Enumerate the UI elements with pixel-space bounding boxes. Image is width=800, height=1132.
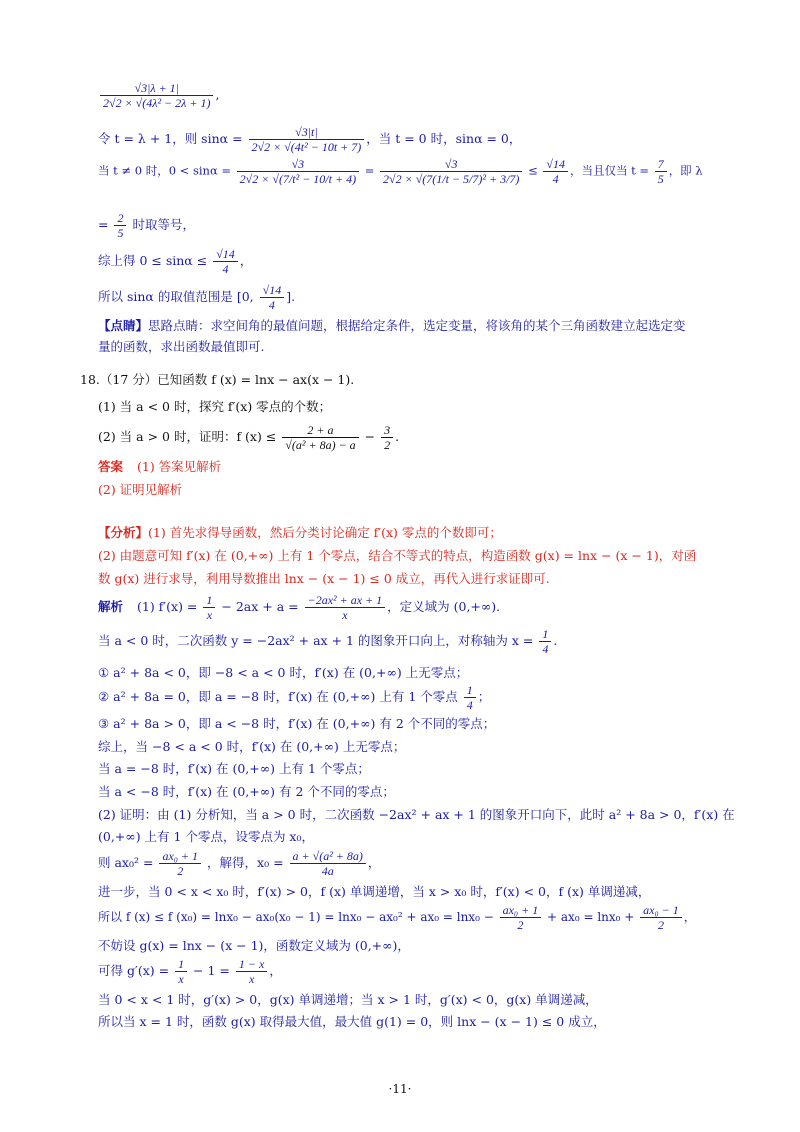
fraction: $\frac{√14}{4}$ bbox=[260, 284, 285, 311]
fraction: $\frac{√3}{\text{2√2 × √(7(1/t − 5/7)² + 3/7)}}$ bbox=[380, 158, 522, 185]
fraction: $\frac{1}{x}$ bbox=[203, 594, 215, 621]
analysis-tag: 【分析】 bbox=[98, 525, 149, 540]
fraction: $\frac{\text{−2ax² + ax + 1}}{x}$ bbox=[305, 594, 386, 621]
question-18-part1: (1) 当 a < 0 时，探究 f′(x) 零点的个数； bbox=[98, 399, 332, 414]
solution-18-line-14: 不妨设 g(x) = lnx − (x − 1)，函数定义域为 (0,+∞)， bbox=[98, 938, 410, 953]
solution-18-line-10: (0,+∞) 上有 1 个零点，设零点为 x₀， bbox=[98, 829, 314, 844]
question-18-part2: (2) 当 a > 0 时，证明：f (x) ≤ $\frac{2 + a}{\text{√(a² + 8a) − a}}$ − $\frac{3}{2}$ . bbox=[98, 423, 400, 452]
fraction: $\frac{\text{a + √(a² + 8a)}}{4a}$ bbox=[290, 850, 366, 877]
answer-tag: 答案 bbox=[98, 459, 124, 474]
solution-18-line-4: ② a² + 8a = 0，即 a = −8 时，f′(x) 在 (0,+∞) 上有 1 个零点 $\frac{1}{4}$ ； bbox=[98, 683, 491, 712]
fraction: $\frac{√3|\lambda + 1|}{\text{2√2 × √(4λ² − 2λ + 1)}}$ bbox=[100, 82, 213, 109]
solution-18-line-7: 当 a = −8 时，f′(x) 在 (0,+∞) 上有 1 个零点； bbox=[98, 761, 370, 776]
solution-line-6: 所以 sinα 的取值范围是 [0, $\frac{√14}{4}$ ]. bbox=[98, 283, 296, 312]
fraction: $\frac{1}{x}$ bbox=[175, 958, 187, 985]
analysis-line-2: (2) 由题意可知 f′(x) 在 (0,+∞) 上有 1 个零点，结合不等式的特点，构造函数 g(x) = lnx − (x − 1)，对函 bbox=[98, 548, 697, 563]
solution-18-line-5: ③ a² + 8a > 0，即 a < −8 时，f′(x) 在 (0,+∞) 有 2 个不同的零点； bbox=[98, 716, 496, 731]
fraction: $\frac{3}{2}$ bbox=[381, 424, 393, 451]
solution-line-1: $\frac{√3|\lambda + 1|}{\text{2√2 × √(4λ² − 2λ + 1)}}$ , bbox=[98, 82, 219, 109]
solution-line-2: 令 t = λ + 1，则 sinα = $\frac{√3|t|}{\text{2√2 × √(4t² − 10t + 7)}}$ ，当 t = 0 时，sinα = 0， bbox=[98, 125, 522, 154]
question-18-title: 18.（17 分）已知函数 f (x) = lnx − ax(x − 1). bbox=[80, 372, 355, 387]
fraction: $\frac{2 + a}{\text{√(a² + 8a) − a}}$ bbox=[282, 424, 358, 451]
answer-line-2: (2) 证明见解析 bbox=[98, 482, 183, 497]
fraction: $\frac{\text{ax₀ + 1}}{2}$ bbox=[159, 850, 201, 877]
fraction: $\frac{1}{4}$ bbox=[464, 684, 476, 711]
fraction: $\frac{1 - x}{x}$ bbox=[236, 958, 267, 985]
solution-18-line-12: 进一步，当 0 < x < x₀ 时，f′(x) > 0，f (x) 单调递增，当 x > x₀ 时，f′(x) < 0，f (x) 单调递减， bbox=[98, 884, 651, 899]
fraction: $\frac{√14}{4}$ bbox=[213, 248, 238, 275]
remark-line-2: 量的函数，求出函数最值即可. bbox=[98, 339, 265, 354]
solution-18-line-8: 当 a < −8 时，f′(x) 在 (0,+∞) 有 2 个不同的零点； bbox=[98, 784, 395, 799]
solution-18-line-1: 解析 (1) f′(x) = $\frac{1}{x}$ − 2ax + a = $\frac{\text{−2ax² + ax + 1}}{x}$ ，定义域为 (0,+∞). bbox=[98, 593, 501, 622]
solution-line-4: = $\frac{2}{5}$ 时取等号， bbox=[98, 211, 195, 240]
solution-18-line-6: 综上，当 −8 < a < 0 时，f′(x) 在 (0,+∞) 上无零点； bbox=[98, 739, 406, 754]
solution-18-line-17: 所以当 x = 1 时，函数 g(x) 取得最大值，最大值 g(1) = 0，则 lnx − (x − 1) ≤ 0 成立， bbox=[98, 1014, 606, 1029]
fraction: $\frac{\text{ax₀ − 1}}{2}$ bbox=[640, 904, 682, 931]
solution-line-3: 当 t ≠ 0 时，0 < sinα = $\frac{√3}{\text{2√2 × √(7/t² − 10/t + 4)}}$ = $\frac{√3}{\text{2√2 × √(7(1/t − 5/7)² + 3/7)}}$ ≤ $\frac{√14}{4}$ ，当且仅当 t = $\frac{7}{5}$ ，即 λ bbox=[98, 157, 703, 186]
solution-18-line-9: (2) 证明：由 (1) 分析知，当 a > 0 时，二次函数 −2ax² + ax + 1 的图象开口向下，此时 a² + 8a > 0，f′(x) 在 bbox=[98, 807, 735, 822]
fraction: $\frac{√3|t|}{\text{2√2 × √(4t² − 10t + 7)}}$ bbox=[249, 126, 365, 153]
fraction: $\frac{1}{4}$ bbox=[539, 628, 551, 655]
remark-line-1: 【点睛】思路点睛：求空间角的最值问题，根据给定条件，选定变量，将该角的某个三角函数建立起选定变 bbox=[98, 318, 686, 333]
analysis-line-3: 数 g(x) 进行求导，利用导数推出 lnx − (x − 1) ≤ 0 成立，再代入进行求证即可. bbox=[98, 571, 550, 586]
page-number: ·11· bbox=[388, 1082, 412, 1096]
remark-tag: 【点睛】 bbox=[98, 318, 149, 333]
fraction: $\frac{√3}{\text{2√2 × √(7/t² − 10/t + 4)}}$ bbox=[237, 158, 359, 185]
fraction: $\frac{\text{ax₀ + 1}}{2}$ bbox=[500, 904, 542, 931]
analysis-line-1: 【分析】(1) 首先求得导函数，然后分类讨论确定 f′(x) 零点的个数即可； bbox=[98, 525, 502, 540]
answer-line-1: 答案 (1) 答案见解析 bbox=[98, 459, 222, 474]
solution-18-line-13: 所以 f (x) ≤ f (x₀) = lnx₀ − ax₀(x₀ − 1) = lnx₀ − ax₀² + ax₀ = lnx₀ − $\frac{\text{ax₀ + 1}}{2}$ + ax₀ = lnx₀ + $\frac{\text{ax₀ − 1}}{2}$ ， bbox=[98, 903, 696, 932]
fraction: $\frac{√14}{4}$ bbox=[543, 158, 568, 185]
solution-18-line-16: 当 0 < x < 1 时，g′(x) > 0，g(x) 单调递增；当 x > 1 时，g′(x) < 0，g(x) 单调递减， bbox=[98, 992, 598, 1007]
solution-18-line-3: ① a² + 8a < 0，即 −8 < a < 0 时，f′(x) 在 (0,+∞) 上无零点； bbox=[98, 665, 469, 680]
solution-18-line-15: 可得 g′(x) = $\frac{1}{x}$ − 1 = $\frac{1 - x}{x}$ ， bbox=[98, 957, 282, 986]
solution-18-line-11: 则 ax₀² = $\frac{\text{ax₀ + 1}}{2}$ ，解得，x₀ = $\frac{\text{a + √(a² + 8a)}}{4a}$ ， bbox=[98, 849, 381, 878]
fraction: $\frac{2}{5}$ bbox=[114, 212, 126, 239]
fraction: $\frac{7}{5}$ bbox=[655, 158, 667, 185]
solution-18-line-2: 当 a < 0 时，二次函数 y = −2ax² + ax + 1 的图象开口向上，对称轴为 x = $\frac{1}{4}$ . bbox=[98, 627, 558, 656]
solution-line-5: 综上得 0 ≤ sinα ≤ $\frac{√14}{4}$ ， bbox=[98, 247, 253, 276]
solution-tag: 解析 bbox=[98, 599, 124, 614]
